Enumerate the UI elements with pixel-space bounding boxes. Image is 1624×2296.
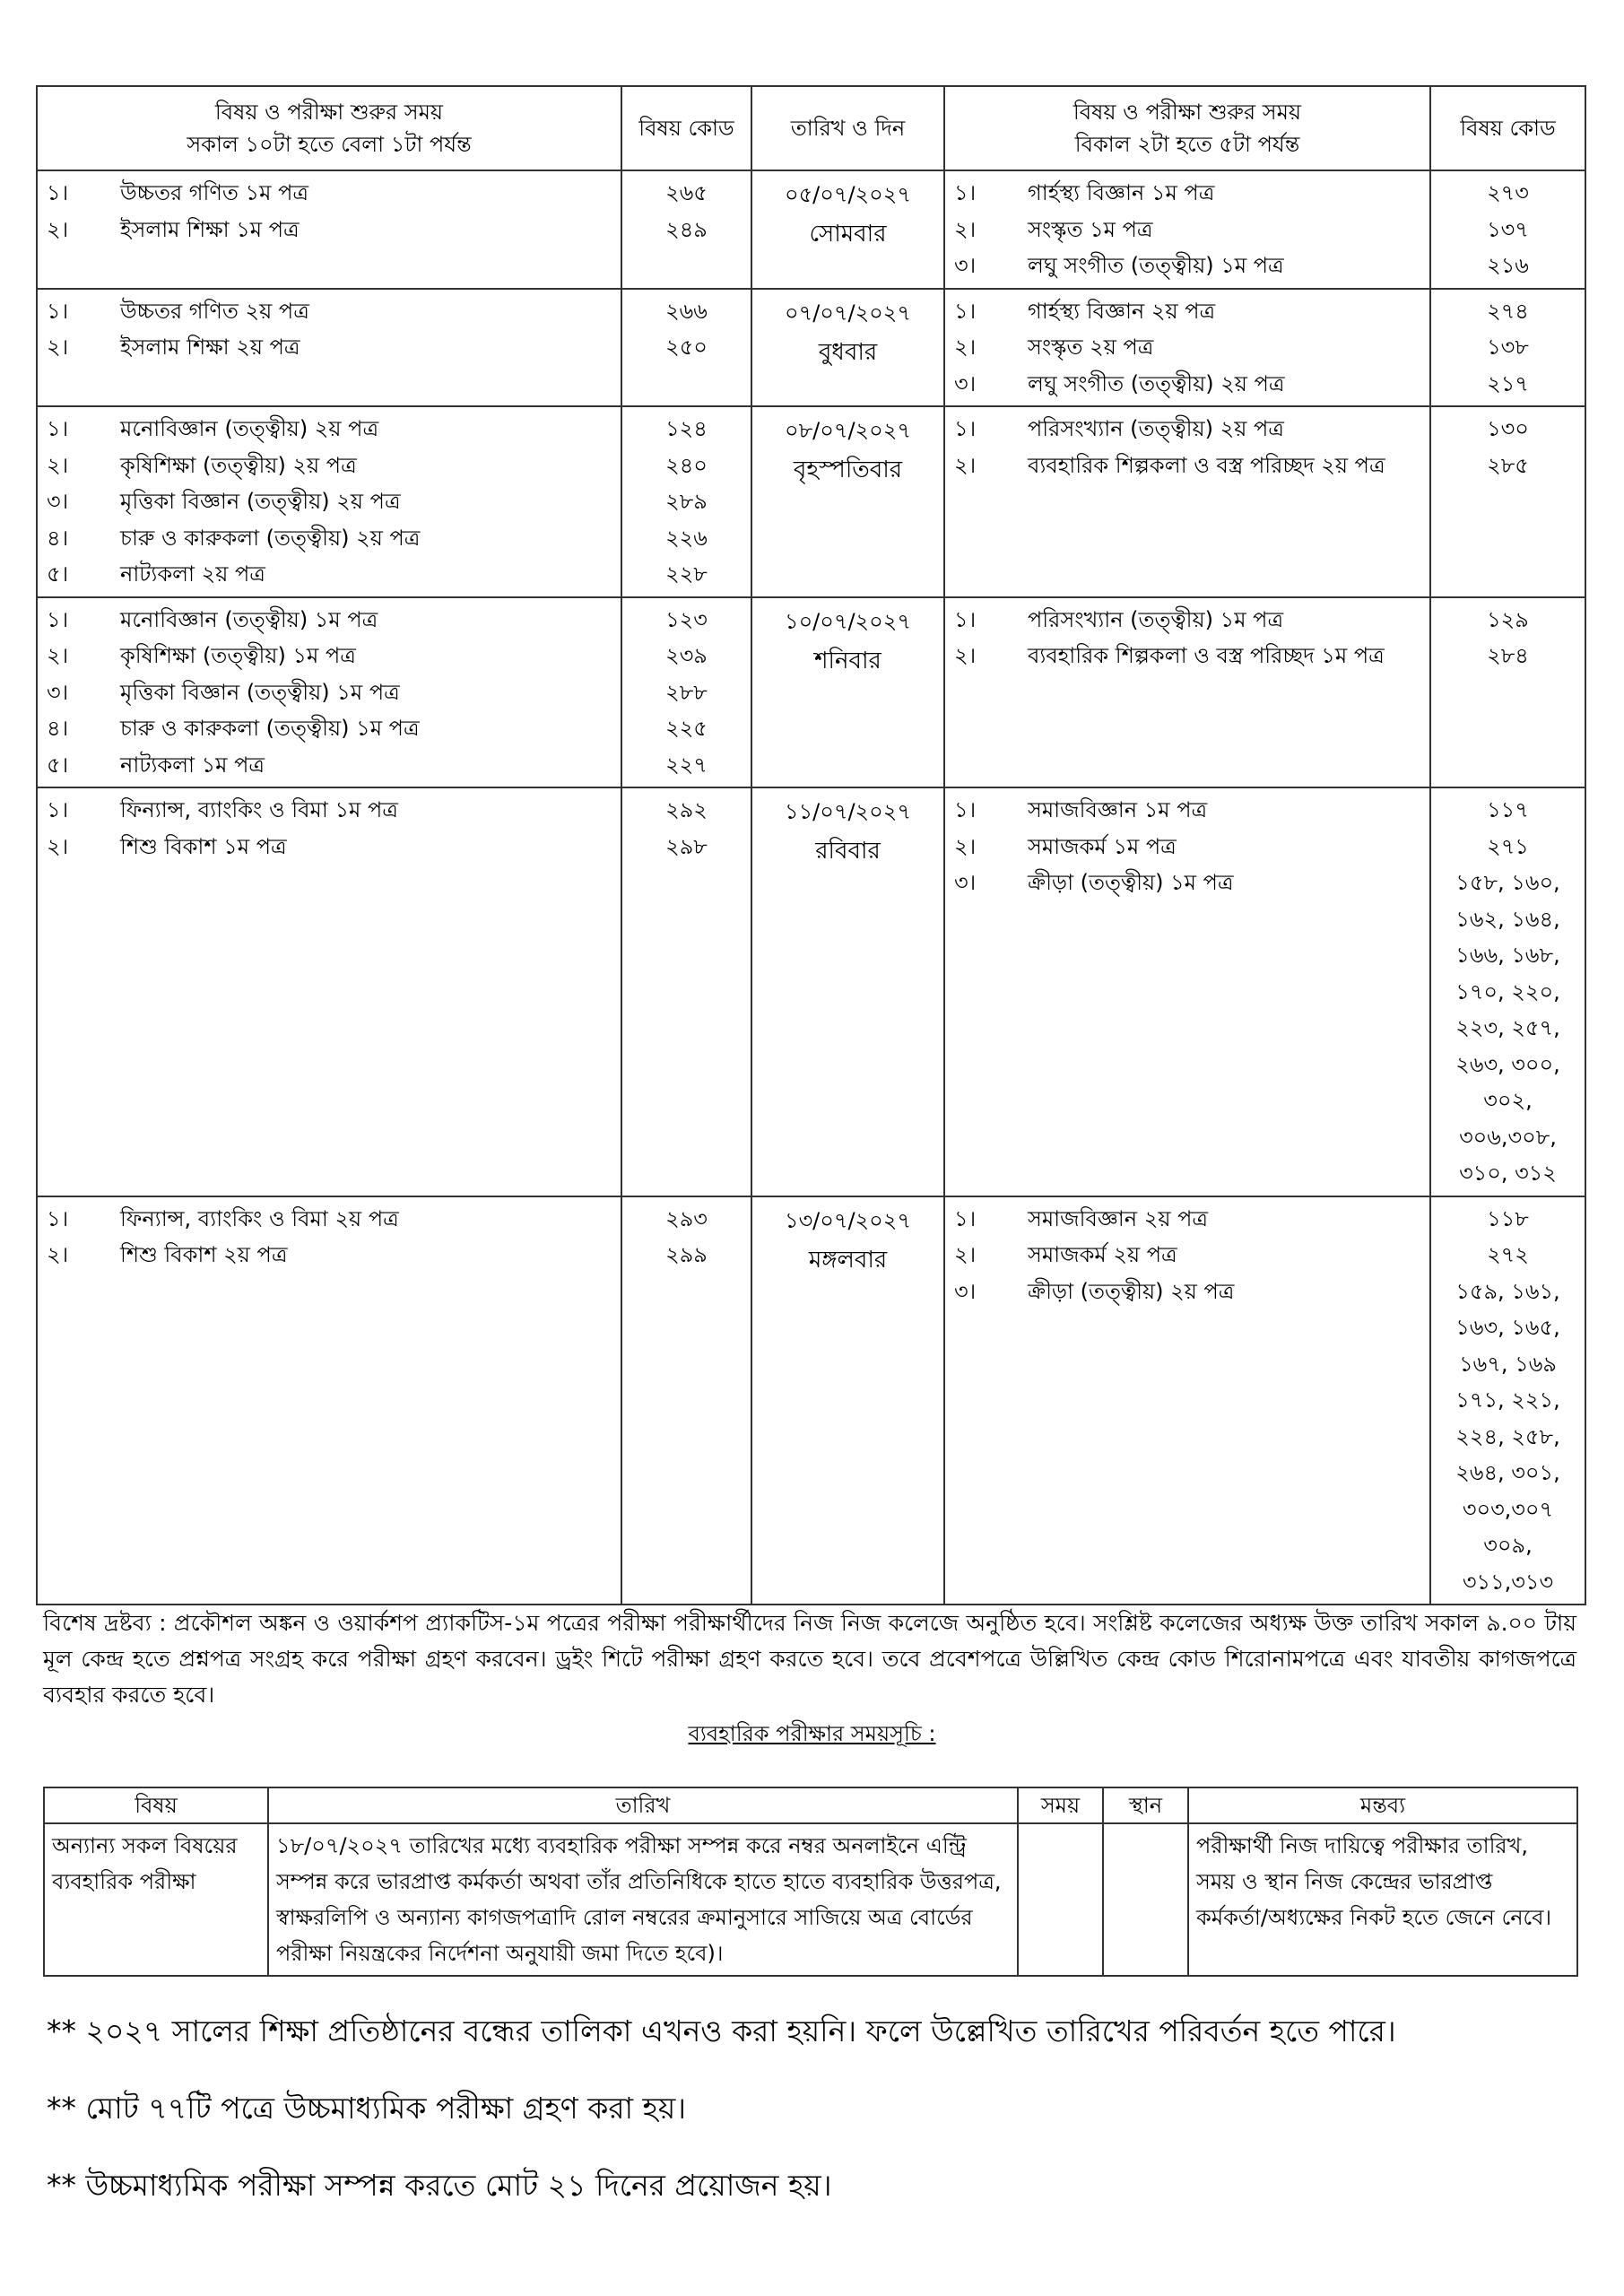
exam-day: রবিবার (815, 838, 881, 865)
morning-codes-cell (621, 289, 751, 407)
morning-subjects-cell (37, 787, 621, 1196)
subject-code: ১৬৬, ১৬৮, (1455, 943, 1560, 968)
exam-date: ০৫/০৭/২০২৭ (785, 182, 911, 207)
subject-code: ২৮৪ (1487, 643, 1529, 668)
subject-code: ২৬৪, ৩০১, (1455, 1460, 1560, 1485)
subject-code: ২২৩, ২৫৭, (1455, 1015, 1560, 1040)
exam-day: মঙ্গলবার (808, 1246, 888, 1274)
footnote-holidays: ** ২০২৭ সালের শিক্ষা প্রতিষ্ঠানের বন্ধের তালিকা এখনও করা হয়নি। ফলে উল্লেখিত তারিখের পরিবর্তন হতে পারে। (47, 2013, 1396, 2048)
morning-codes-cell (621, 597, 751, 788)
subject-code: ২৯৮ (665, 833, 708, 859)
afternoon-subjects-cell (944, 170, 1430, 289)
afternoon-codes-cell (1430, 597, 1585, 788)
subject-code: ৩০৬,৩০৮, (1459, 1124, 1557, 1150)
practical-date-text: ১৮/০৭/২০২৭ তারিখের মধ্যে ব্যবহারিক পরীক্ষা সম্পন্ন করে নম্বর অনলাইনে এন্ট্রি সম্পন্ন করে ভারপ্রাপ্ত কর্মকর্তা অথবা তাঁর প্রতিনিধিকে হাতে হাতে ব্যবহারিক উত্তরপত্র, স্বাক্ষরলিপি ও অন্যান্য কাগজপত্রাদি রোল নম্বরের ক্রমানুসারে সাজিয়ে অত্র বোর্ডের পরীক্ষা নিয়ন্ত্রকের নির্দেশনা অনুযায়ী জমা দিতে হবে)। (268, 1823, 1018, 1976)
subject-name: কৃষিশিক্ষা (তত্ত্বীয়) ১ম পত্র (120, 643, 356, 668)
subject-code: ২৬৫ (665, 180, 708, 205)
serial-number: ২। (47, 833, 69, 859)
subject-name: ইসলাম শিক্ষা ১ম পত্র (120, 216, 300, 242)
practical-date-header: তারিখ (268, 1787, 1018, 1823)
subject-code: ২৮৫ (1487, 452, 1529, 478)
subject-line (951, 1274, 1424, 1310)
subject-line (951, 602, 1424, 639)
serial-number: ৫। (47, 752, 69, 778)
serial-number: ৩। (954, 1278, 977, 1304)
morning-codes-cell (621, 170, 751, 289)
afternoon-codes-cell (1430, 406, 1585, 597)
afternoon-codes-cell (1430, 787, 1585, 1196)
subject-name: সমাজবিজ্ঞান ২য় পত্র (1028, 1205, 1209, 1231)
serial-number: ১। (954, 180, 977, 205)
subject-name: চারু ও কারুকলা (তত্ত্বীয়) ২য় পত্র (120, 525, 421, 551)
practical-place (1103, 1823, 1188, 1976)
subject-line (951, 175, 1424, 212)
exam-date: ১৩/০৭/২০২৭ (785, 1207, 911, 1233)
subject-code: ১৩৭ (1487, 216, 1529, 242)
subject-line (43, 638, 615, 674)
subject-line (43, 792, 615, 829)
date-cell (751, 787, 944, 1196)
subject-name: সংস্কৃত ২য় পত্র (1028, 335, 1154, 360)
subject-code: ২৬৩, ৩০০, (1455, 1051, 1560, 1077)
subject-code: ১৩০ (1487, 416, 1529, 441)
subject-name: শিশু বিকাশ ১ম পত্র (120, 833, 287, 859)
serial-number: ১। (954, 1205, 977, 1231)
exam-date: ০৮/০৭/২০২৭ (785, 418, 911, 443)
exam-day: বুধবার (818, 338, 878, 366)
schedule-row (37, 406, 1585, 597)
schedule-header-row (37, 86, 1585, 170)
schedule-row (37, 1196, 1585, 1605)
subject-code: ৩০৯, (1483, 1533, 1533, 1558)
subject-name: কৃষিশিক্ষা (তত্ত্বীয়) ২য় পত্র (120, 452, 357, 478)
subject-name: উচ্চতর গণিত ২য় পত্র (120, 298, 309, 324)
subject-code: ১৫৮, ১৬০, (1455, 870, 1560, 895)
subject-name: ক্রীড়া (তত্ত্বীয়) ২য় পত্র (1028, 1278, 1235, 1304)
serial-number: ২। (954, 335, 977, 360)
practical-subject-header: বিষয় (44, 1787, 268, 1823)
subject-line (951, 448, 1424, 484)
serial-number: ৪। (47, 716, 69, 741)
subject-name: লঘু সংগীত (তত্ত্বীয়) ২য় পত্র (1028, 370, 1285, 396)
serial-number: ১। (47, 1205, 69, 1231)
afternoon-codes-cell (1430, 170, 1585, 289)
subject-line (43, 747, 615, 784)
practical-schedule-title: ব্যবহারিক পরীক্ষার সময়সূচি : (688, 1721, 936, 1746)
subject-name: ব্যবহারিক শিল্পকলা ও বস্ত্র পরিচ্ছদ ১ম পত্র (1028, 643, 1385, 668)
subject-name: ফিন্যান্স, ব্যাংকিং ও বিমা ২য় পত্র (120, 1205, 399, 1231)
serial-number: ১। (47, 416, 69, 441)
exam-day: শনিবার (814, 647, 881, 674)
serial-number: ২। (47, 1242, 69, 1267)
serial-number: ২। (954, 216, 977, 242)
subject-line (951, 1237, 1424, 1274)
serial-number: ২। (954, 452, 977, 478)
schedule-row (37, 597, 1585, 788)
subject-code: ১৬৭, ১৬৯ (1459, 1351, 1557, 1377)
subject-line (43, 483, 615, 520)
subject-line (43, 175, 615, 212)
serial-number: ২। (47, 643, 69, 668)
serial-number: ১। (954, 416, 977, 441)
subject-line (43, 829, 615, 865)
subject-code: ২৫০ (665, 335, 708, 360)
practical-remarks-header: মন্তব্য (1188, 1787, 1577, 1823)
subject-code: ৩১০, ৩১২ (1459, 1161, 1557, 1186)
subject-code: ২২৭ (665, 752, 708, 778)
serial-number: ১। (954, 797, 977, 822)
afternoon-subjects-cell (944, 787, 1430, 1196)
subject-code: ৩০২, (1483, 1088, 1533, 1113)
subject-name: মৃত্তিকা বিজ্ঞান (তত্ত্বীয়) ১ম পত্র (120, 679, 400, 705)
schedule-body (37, 170, 1585, 1605)
exam-schedule-table (36, 85, 1586, 1605)
subject-name: গার্হস্থ্য বিজ্ঞান ১ম পত্র (1028, 180, 1215, 205)
subject-code: ২২৮ (665, 561, 708, 587)
subject-line (951, 865, 1424, 901)
subject-line (43, 212, 615, 248)
subject-code: ১৬২, ১৬৪, (1455, 906, 1560, 932)
subject-name: নাট্যকলা ২য় পত্র (120, 561, 265, 587)
subject-code: ২৪০ (665, 452, 708, 478)
subject-name: উচ্চতর গণিত ১ম পত্র (120, 180, 308, 205)
serial-number: ৩। (954, 870, 977, 895)
subject-code: ১৫৯, ১৬১, (1455, 1278, 1560, 1304)
serial-number: ১। (47, 298, 69, 324)
serial-number: ১। (47, 180, 69, 205)
afternoon-codes-cell (1430, 289, 1585, 407)
serial-number: ৫। (47, 561, 69, 587)
subject-line (43, 1237, 615, 1274)
subject-code: ১২৩ (665, 606, 708, 632)
subject-name: মনোবিজ্ঞান (তত্ত্বীয়) ২য় পত্র (120, 416, 379, 441)
subject-code: ১৭১, ২২১, (1455, 1387, 1560, 1413)
practical-time (1018, 1823, 1103, 1976)
serial-number: ৩। (954, 370, 977, 396)
subject-line (43, 329, 615, 366)
afternoon-code-header: বিষয় কোড (1430, 86, 1585, 170)
subject-name: চারু ও কারুকলা (তত্ত্বীয়) ১ম পত্র (120, 716, 420, 741)
practical-header-row (44, 1787, 1577, 1823)
serial-number: ১। (47, 797, 69, 822)
subject-name: ক্রীড়া (তত্ত্বীয়) ১ম পত্র (1028, 870, 1234, 895)
subject-code: ২৭২ (1487, 1242, 1529, 1267)
subject-name: পরিসংখ্যান (তত্ত্বীয়) ২য় পত্র (1028, 416, 1284, 441)
special-note: বিশেষ দ্রষ্টব্য : প্রকৌশল অঙ্কন ও ওয়ার্কশপ প্র্যাকটিস-১ম পত্রের পরীক্ষা পরীক্ষার্থীদের নিজ নিজ কলেজে অনুষ্ঠিত হবে। সংশ্লিষ্ট কলেজের অধ্যক্ষ উক্ত তারিখ সকাল ৯.০০ টায় মূল কেন্দ্র হতে প্রশ্নপত্র সংগ্রহ করে পরীক্ষা গ্রহণ করবেন। ড্রইং শিটে পরীক্ষা গ্রহণ করতে হবে। তবে প্রবেশপত্রে উল্লিখিত কেন্দ্র কোড শিরোনামপত্রে এবং যাবতীয় কাগজপত্রে ব্যবহার করতে হবে। (43, 1610, 1576, 1708)
afternoon-subjects-cell (944, 1196, 1430, 1605)
subject-line (43, 556, 615, 593)
subject-name: সংস্কৃত ১ম পত্র (1028, 216, 1153, 242)
subject-name: সমাজকর্ম ১ম পত্র (1028, 833, 1177, 859)
morning-subject-header: বিষয় ও পরীক্ষা শুরুর সময় সকাল ১০টা হতে বেলা ১টা পর্যন্ত (37, 86, 621, 170)
practical-row (44, 1823, 1577, 1976)
subject-line (951, 329, 1424, 366)
practical-time-header: সময় (1018, 1787, 1103, 1823)
exam-day: সোমবার (809, 221, 887, 248)
serial-number: ২। (47, 452, 69, 478)
exam-date: ০৭/০৭/২০২৭ (784, 300, 911, 326)
subject-line (43, 448, 615, 484)
subject-code: ২৯২ (665, 797, 708, 822)
serial-number: ২। (47, 216, 69, 242)
schedule-row (37, 787, 1585, 1196)
serial-number: ৩। (47, 679, 69, 705)
schedule-row (37, 289, 1585, 407)
subject-line (951, 212, 1424, 248)
subject-code: ৩১১,৩১৩ (1462, 1569, 1554, 1595)
subject-line (43, 602, 615, 639)
subject-name: গার্হস্থ্য বিজ্ঞান ২য় পত্র (1028, 298, 1216, 324)
subject-code: ১১৮ (1487, 1205, 1529, 1231)
subject-line (951, 366, 1424, 403)
morning-subjects-cell (37, 1196, 621, 1605)
subject-code: ২৮৮ (665, 679, 708, 705)
morning-codes-cell (621, 787, 751, 1196)
subject-code: ২৬৬ (665, 298, 708, 324)
subject-code: ৩০৩,৩০৭ (1462, 1496, 1554, 1522)
subject-code: ১৬৩, ১৬৫, (1455, 1315, 1560, 1340)
practical-schedule-table (43, 1787, 1578, 1977)
subject-line (951, 829, 1424, 865)
afternoon-codes-cell (1430, 1196, 1585, 1605)
subject-code: ২৮৯ (665, 489, 708, 514)
exam-day: বৃহস্পতিবার (793, 457, 903, 483)
date-cell (751, 1196, 944, 1605)
serial-number: ২। (47, 335, 69, 360)
practical-remarks: পরীক্ষার্থী নিজ দায়িত্বে পরীক্ষার তারিখ, সময় ও স্থান নিজ কেন্দ্রের ভারপ্রাপ্ত কর্মকর্তা/অধ্যক্ষের নিকট হতে জেনে নেবে। (1188, 1823, 1577, 1976)
morning-codes-cell (621, 406, 751, 597)
subject-code: ১৩৮ (1487, 335, 1529, 360)
subject-line (951, 248, 1424, 284)
subject-line (43, 1201, 615, 1238)
subject-code: ২৪৯ (665, 216, 708, 242)
subject-line (43, 293, 615, 330)
practical-subject: অন্যান্য সকল বিষয়ের ব্যবহারিক পরীক্ষা (44, 1823, 268, 1976)
subject-code: ২২৫ (665, 716, 708, 741)
subject-name: মনোবিজ্ঞান (তত্ত্বীয়) ১ম পত্র (120, 606, 378, 632)
subject-code: ২৭৪ (1487, 298, 1529, 324)
subject-code: ১২৯ (1487, 606, 1529, 632)
subject-name: মৃত্তিকা বিজ্ঞান (তত্ত্বীয়) ২য় পত্র (120, 489, 401, 514)
subject-name: লঘু সংগীত (তত্ত্বীয়) ১ম পত্র (1028, 253, 1284, 278)
subject-name: ইসলাম শিক্ষা ২য় পত্র (120, 335, 300, 360)
subject-code: ২৯৯ (665, 1242, 708, 1267)
date-header: তারিখ ও দিন (751, 86, 944, 170)
date-cell (751, 406, 944, 597)
afternoon-subjects-cell (944, 289, 1430, 407)
subject-line (951, 411, 1424, 448)
subject-name: পরিসংখ্যান (তত্ত্বীয়) ১ম পত্র (1028, 606, 1284, 632)
schedule-row (37, 170, 1585, 289)
morning-codes-cell (621, 1196, 751, 1605)
subject-code: ২১৭ (1487, 370, 1529, 396)
subject-line (951, 1201, 1424, 1238)
subject-code: ১৭০, ২২০, (1455, 978, 1560, 1004)
subject-line (951, 293, 1424, 330)
subject-code: ১১৭ (1487, 797, 1529, 822)
morning-subjects-cell (37, 170, 621, 289)
subject-line (43, 411, 615, 448)
footnote-total-days: ** উচ্চমাধ্যমিক পরীক্ষা সম্পন্ন করতে মোট ২১ দিনের প্রয়োজন হয়। (47, 2168, 832, 2203)
subject-name: ফিন্যান্স, ব্যাংকিং ও বিমা ১ম পত্র (120, 797, 398, 822)
subject-code: ১২৪ (665, 416, 708, 441)
afternoon-subjects-cell (944, 597, 1430, 788)
subject-code: ২৭৩ (1487, 180, 1529, 205)
morning-subjects-cell (37, 289, 621, 407)
subject-name: নাট্যকলা ১ম পত্র (120, 752, 265, 778)
date-cell (751, 170, 944, 289)
subject-line (43, 710, 615, 747)
afternoon-subject-header: বিষয় ও পরীক্ষা শুরুর সময় বিকাল ২টা হতে ৫টা পর্যন্ত (944, 86, 1430, 170)
morning-subjects-cell (37, 406, 621, 597)
serial-number: ৩। (954, 253, 977, 278)
subject-code: ২১৬ (1487, 253, 1529, 278)
serial-number: ১। (47, 606, 69, 632)
serial-number: ১। (954, 298, 977, 324)
practical-place-header: স্থান (1103, 1787, 1188, 1823)
subject-code: ২৩৯ (665, 643, 708, 668)
subject-code: ২২৪, ২৫৮, (1455, 1423, 1560, 1449)
serial-number: ১। (954, 606, 977, 632)
footnote-total-papers: ** মোট ৭৭টি পত্রে উচ্চমাধ্যমিক পরীক্ষা গ্রহণ করা হয়। (47, 2091, 687, 2126)
serial-number: ৪। (47, 525, 69, 551)
subject-name: শিশু বিকাশ ২য় পত্র (120, 1242, 288, 1267)
morning-code-header: বিষয় কোড (621, 86, 751, 170)
subject-name: ব্যবহারিক শিল্পকলা ও বস্ত্র পরিচ্ছদ ২য় পত্র (1028, 452, 1385, 478)
serial-number: ২। (954, 833, 977, 859)
date-cell (751, 597, 944, 788)
morning-subjects-cell (37, 597, 621, 788)
exam-date: ১১/০৭/২০২৭ (785, 799, 911, 824)
exam-date: ১০/০৭/২০২৭ (785, 608, 911, 634)
subject-line (951, 638, 1424, 674)
serial-number: ৩। (47, 489, 69, 514)
serial-number: ২। (954, 643, 977, 668)
subject-code: ২৯৩ (665, 1205, 708, 1231)
subject-line (951, 792, 1424, 829)
subject-code: ২২৬ (665, 525, 708, 551)
afternoon-subjects-cell (944, 406, 1430, 597)
subject-name: সমাজকর্ম ২য় পত্র (1028, 1242, 1177, 1267)
date-cell (751, 289, 944, 407)
subject-code: ২৭১ (1487, 833, 1529, 859)
subject-name: সমাজবিজ্ঞান ১ম পত্র (1028, 797, 1208, 822)
subject-line (43, 674, 615, 711)
serial-number: ২। (954, 1242, 977, 1267)
subject-line (43, 520, 615, 557)
